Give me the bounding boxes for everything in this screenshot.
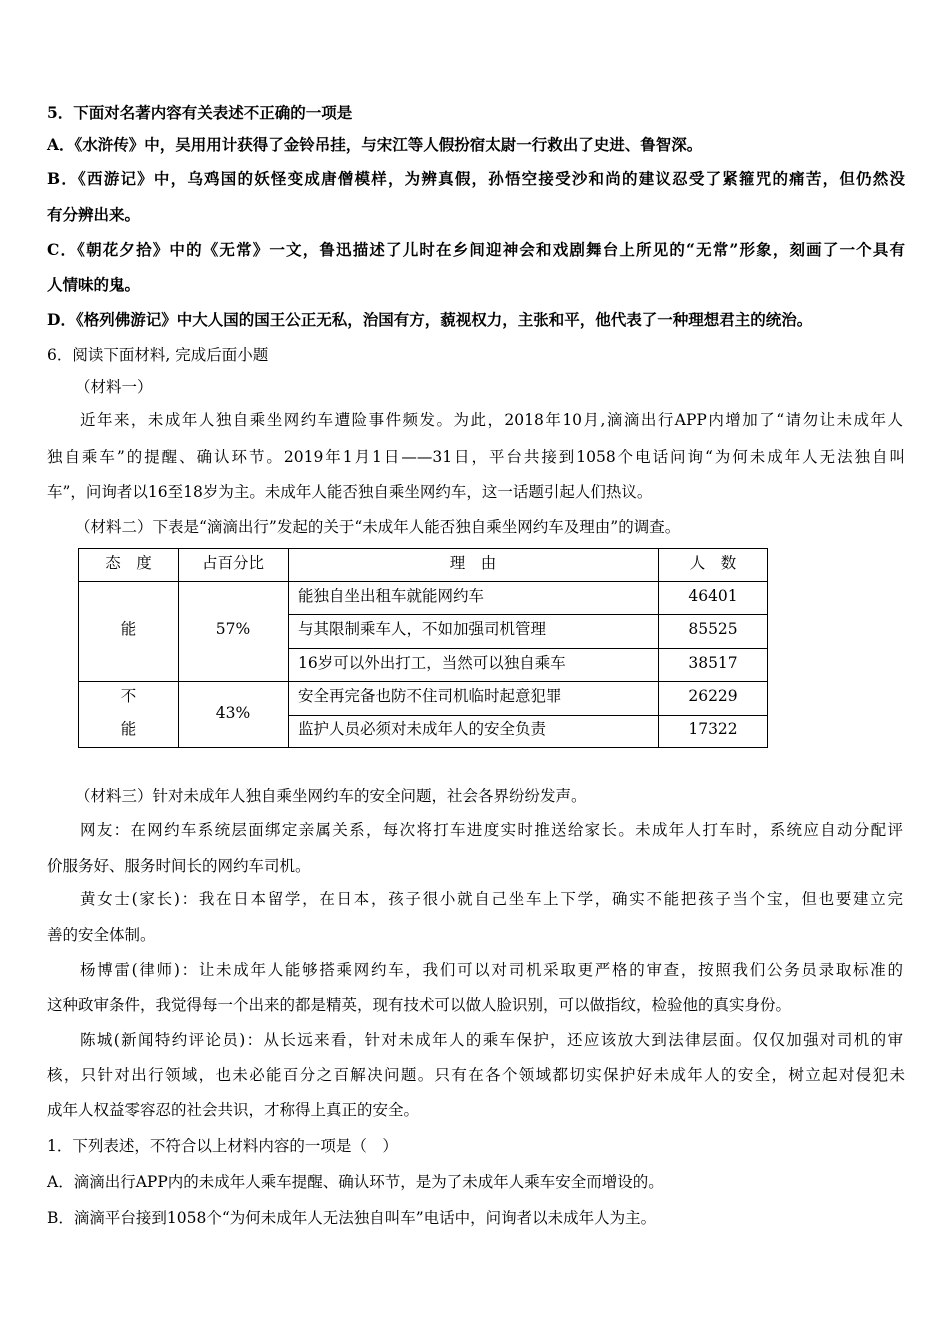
material-1-text: 车”，问询者以16至18岁为主。未成年人能否独自乘坐网约车，这一话题引起人们热议。: [47, 483, 653, 501]
yang-comment: 这种政审条件，我觉得每一个出来的都是精英，现有技术可以做人脸识别，可以做指纹，检验他的真实身份。: [47, 996, 792, 1014]
count-cell: 26229: [688, 687, 738, 705]
header-count: 人 数: [689, 554, 737, 572]
header-reason: 理 由: [449, 554, 497, 572]
q5-option-c-cont: 人情味的鬼。: [47, 275, 141, 294]
material-1-label: （材料一）: [75, 378, 153, 396]
reason-cell: 安全再完备也防不住司机临时起意犯罪: [298, 687, 562, 705]
reason-cell: 能独自坐出租车就能网约车: [298, 587, 485, 605]
yang-comment: 杨博雷(律师)：让未成年人能够搭乘网约车，我们可以对司机采取更严格的审查，按照我们公务员录取标准的: [80, 961, 903, 979]
attitude-yes: 能: [120, 620, 137, 638]
header-percent: 占百分比: [201, 554, 264, 572]
percent-yes: 57%: [215, 620, 251, 638]
q6-title: 6．阅读下面材料, 完成后面小题: [47, 346, 269, 364]
count-cell: 38517: [688, 654, 738, 672]
q5-option-d: D．《格列佛游记》中大人国的国王公正无私，治国有方，藐视权力，主张和平，他代表了一种理想君主的统治。: [47, 310, 813, 329]
chen-comment: 成年人权益零容忍的社会共识，才称得上真正的安全。: [47, 1101, 420, 1119]
subquestion-1-option-b: B．滴滴平台接到1058个“为何未成年人无法独自叫车”电话中，问询者以未成年人为主。: [47, 1209, 657, 1227]
chen-comment: 陈城(新闻特约评论员)：从长远来看，针对未成年人的乘车保护，还应该放大到法律层面。仅仅加强对司机的审: [80, 1031, 903, 1049]
reason-cell: 监护人员必须对未成年人的安全负责: [298, 720, 547, 738]
attitude-no: 不: [120, 687, 137, 705]
percent-no: 43%: [215, 704, 251, 722]
q5-title: 5．下面对名著内容有关表述不正确的一项是: [47, 103, 353, 122]
huang-comment: 黄女士(家长)：我在日本留学，在日本，孩子很小就自己坐车上下学，确实不能把孩子当个宝，但也要建立完: [80, 890, 903, 908]
header-attitude: 态 度: [105, 554, 152, 572]
q5-option-b-cont: 有分辨出来。: [47, 205, 141, 224]
q5-option-b: B．《西游记》中，乌鸡国的妖怪变成唐僧模样，为辨真假，孙悟空接受沙和尚的建议忍受了紧箍咒的痛苦，但仍然没: [47, 169, 905, 188]
netizen-comment: 价服务好、服务时间长的网约车司机。: [47, 857, 311, 875]
material-3-intro: （材料三）针对未成年人独自乘坐网约车的安全问题，社会各界纷纷发声。: [75, 787, 587, 805]
netizen-comment: 网友：在网约车系统层面绑定亲属关系，每次将打车进度实时推送给家长。未成年人打车时，系统应自动分配评: [80, 821, 903, 839]
attitude-no: 能: [120, 720, 137, 738]
reason-cell: 与其限制乘车人，不如加强司机管理: [298, 620, 547, 638]
material-1-text: 独自乘车”的提醒、确认环节。2019年1月1日——31日，平台共接到1058个电话问询“为何未成年人无法独自叫: [47, 448, 905, 466]
chen-comment: 核，只针对出行领域，也未必能百分之百解决问题。只有在各个领域都切实保护好未成年人的安全，树立起对侵犯未: [47, 1066, 905, 1084]
subquestion-1-option-a: A．滴滴出行APP内的未成年人乘车提醒、确认环节，是为了未成年人乘车安全而增设的。: [47, 1173, 664, 1191]
q5-option-a: A．《水浒传》中，吴用用计获得了金铃吊挂，与宋江等人假扮宿太尉一行救出了史进、鲁智深。: [47, 135, 703, 154]
count-cell: 17322: [688, 720, 738, 738]
material-2-intro: （材料二）下表是“滴滴出行”发起的关于“未成年人能否独自乘坐网约车及理由”的调查。: [75, 518, 681, 536]
count-cell: 85525: [688, 620, 738, 638]
count-cell: 46401: [688, 587, 738, 605]
q5-option-c: C．《朝花夕拾》中的《无常》一文，鲁迅描述了儿时在乡间迎神会和戏剧舞台上所见的“无常”形象，刻画了一个具有: [47, 240, 905, 259]
subquestion-1-title: 1．下列表述，不符合以上材料内容的一项是（ ）: [47, 1137, 398, 1155]
reason-cell: 16岁可以外出打工，当然可以独自乘车: [298, 654, 566, 672]
material-1-text: 近年来，未成年人独自乘坐网约车遭险事件频发。为此，2018年10月,滴滴出行APP内增加了“请勿让未成年人: [80, 411, 903, 429]
survey-table: [78, 548, 768, 748]
huang-comment: 善的安全体制。: [47, 926, 156, 944]
